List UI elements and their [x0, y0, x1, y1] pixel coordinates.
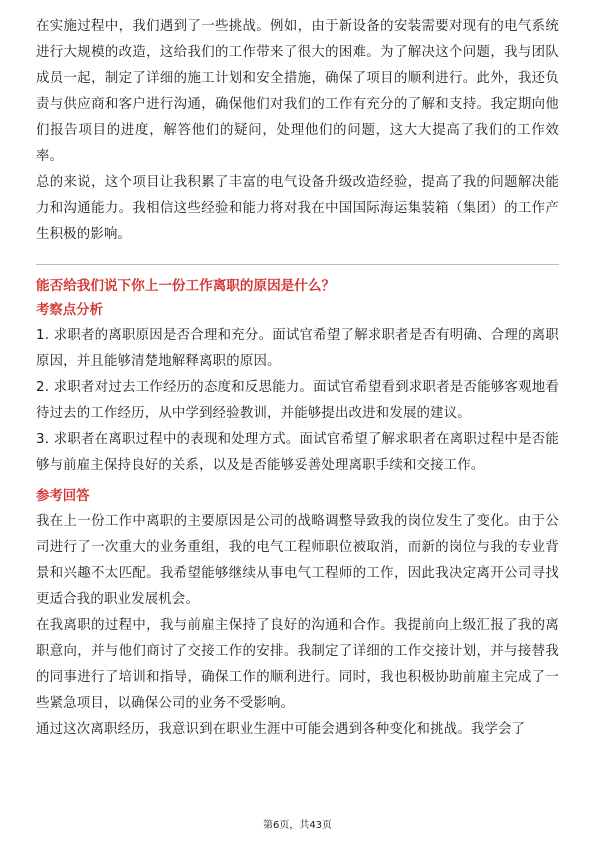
- intro-paragraph-2: 总的来说，这个项目让我积累了丰富的电气设备升级改造经验，提高了我的问题解决能力和沟通能力。我相信这些经验和能力将对我在中国国际海运集装箱（集团）的工作产生积极的影响。: [36, 175, 559, 242]
- page-number-footer: 第6页，共43页: [262, 820, 333, 831]
- analysis-item-1: 1. 求职者的离职原因是否合理和充分。面试官希望了解求职者是否有明确、合理的离职原因，并且能够清楚地解释离职的原因。: [36, 328, 559, 369]
- intro-paragraph-1: 在实施过程中，我们遇到了一些挑战。例如，由于新设备的安装需要对现有的电气系统进行大规模的改造，这给我们的工作带来了很大的困难。为了解决这个问题，我与团队成员一起，制定了详细的施工计划和安全措施，确保了项目的顺利进行。此外，我还负责与供应商和客户进行沟通，确保他们对我们的工作有充分的了解和支持。我定期向他们报告项目的进度，解答他们的疑问，处理他们的问题，这大大提高了我们的工作效率。: [36, 19, 559, 164]
- analysis-item-2: 2. 求职者对过去工作经历的态度和反思能力。面试官希望看到求职者是否能够客观地看待过去的工作经历，从中学到经验教训，并能够提出改进和发展的建议。: [36, 380, 559, 421]
- interview-question: 能否给我们说下你上一份工作离职的原因是什么？: [36, 278, 336, 294]
- reference-paragraph-3: 通过这次离职经历，我意识到在职业生涯中可能会遇到各种变化和挑战。我学会了: [36, 722, 526, 737]
- analysis-item-3: 3. 求职者在离职过程中的表现和处理方式。面试官希望了解求职者在离职过程中是否能够与前雇主保持良好的关系，以及是否能够妥善处理离职手续和交接工作。: [36, 432, 559, 473]
- section-divider: [36, 264, 559, 265]
- document-page: [36, 14, 559, 743]
- reference-paragraph-1: 我在上一份工作中离职的主要原因是公司的战略调整导致我的岗位发生了变化。由于公司进行了一次重大的业务重组，我的电气工程师职位被取消，而新的岗位与我的专业背景和兴趣不太匹配。我希望能够继续从事电气工程师的工作，因此我决定离开公司寻找更适合我的职业发展机会。: [36, 514, 559, 607]
- reference-paragraph-2: 在我离职的过程中，我与前雇主保持了良好的沟通和合作。我提前向上级汇报了我的离职意向，并与他们商讨了交接工作的安排。我制定了详细的工作交接计划，并与接替我的同事进行了培训和指导，确保工作的顺利进行。同时，我也积极协助前雇主完成了一些紧急项目，以确保公司的业务不受影响。: [36, 618, 559, 711]
- analysis-title: 考察点分析: [36, 303, 103, 318]
- reference-title: 参考回答: [36, 489, 90, 504]
